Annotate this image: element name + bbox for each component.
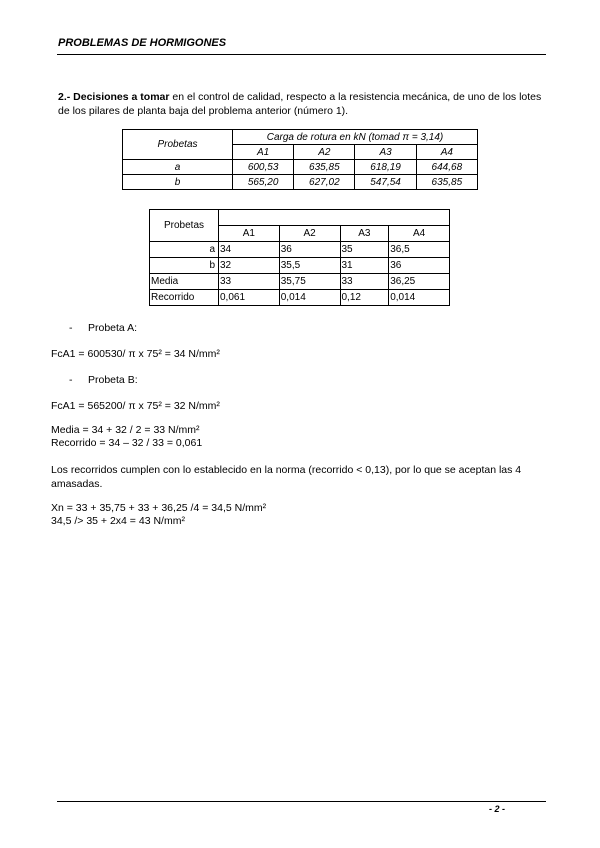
- table-row: [150, 242, 450, 258]
- table-cell: 36: [389, 258, 450, 274]
- table-row: [123, 175, 478, 190]
- table-cell: 627,02: [294, 175, 355, 190]
- formula-probeta-b: FcA1 = 565200/ π x 75² = 32 N/mm²: [51, 400, 220, 412]
- header-rule: [57, 54, 546, 55]
- breaking-load-table: [122, 129, 478, 190]
- t1-group-header: Carga de rotura en kN (tomad π = 3,14): [233, 130, 478, 145]
- table-cell: 635,85: [294, 160, 355, 175]
- conclusion-paragraph: Los recorridos cumplen con lo establecido en la norma (recorrido < 0,13), por lo que se aceptan las 4 amasadas.: [51, 464, 522, 490]
- bullet-probeta-b: Probeta B:: [88, 374, 138, 386]
- bullet-dash: -: [69, 322, 73, 334]
- t2-col-a4: A4: [389, 226, 450, 242]
- table-cell: 36,25: [389, 274, 450, 290]
- formula-probeta-a: FcA1 = 600530/ π x 75² = 34 N/mm²: [51, 348, 220, 360]
- recorrido-line: Recorrido = 34 – 32 / 33 = 0,061: [51, 437, 203, 449]
- table-cell: 565,20: [233, 175, 294, 190]
- table-cell: 0,014: [279, 290, 340, 306]
- table-cell: 32: [219, 258, 280, 274]
- xn-line: Xn = 33 + 35,75 + 33 + 36,25 /4 = 34,5 N/mm²: [51, 502, 267, 514]
- t2-row-label: a: [150, 242, 219, 258]
- t2-col-a3: A3: [340, 226, 389, 242]
- bullet-dash: -: [69, 374, 73, 386]
- table-row: [150, 290, 450, 306]
- table-cell: 35: [340, 242, 389, 258]
- t2-col-a2: A2: [279, 226, 340, 242]
- t1-row-header: Probetas: [123, 130, 233, 160]
- problem-number: 2.- Decisiones a tomar: [58, 91, 170, 103]
- t1-row-label: b: [123, 175, 233, 190]
- table-cell: 35,75: [279, 274, 340, 290]
- t1-col-a4: A4: [416, 145, 477, 160]
- page-number: - 2 -: [489, 804, 506, 814]
- bullet-probeta-a: Probeta A:: [88, 322, 138, 334]
- t2-row-label: Media: [150, 274, 219, 290]
- table-cell: 31: [340, 258, 389, 274]
- t2-group-header: [219, 210, 450, 226]
- page-header-title: PROBLEMAS DE HORMIGONES: [58, 37, 227, 49]
- t2-row-label: b: [150, 258, 219, 274]
- check-line: 34,5 /> 35 + 2x4 = 43 N/mm²: [51, 515, 185, 527]
- problem-text: en el control de calidad, respecto a la resistencia mecánica, de uno de los lotes de los pilares de planta baja del problema anterior (número 1).: [58, 91, 542, 117]
- table-cell: 34: [219, 242, 280, 258]
- t1-col-a3: A3: [355, 145, 416, 160]
- table-row: [150, 274, 450, 290]
- table-row: [150, 258, 450, 274]
- t2-row-header: Probetas: [150, 210, 219, 242]
- table-cell: 635,85: [416, 175, 477, 190]
- table-cell: 33: [219, 274, 280, 290]
- table-cell: 0,12: [340, 290, 389, 306]
- t1-col-a2: A2: [294, 145, 355, 160]
- table-cell: 35,5: [279, 258, 340, 274]
- table-cell: 36: [279, 242, 340, 258]
- table-cell: 0,061: [219, 290, 280, 306]
- table-cell: 644,68: [416, 160, 477, 175]
- table-cell: 618,19: [355, 160, 416, 175]
- t1-col-a1: A1: [233, 145, 294, 160]
- t2-col-a1: A1: [219, 226, 280, 242]
- table-cell: 36,5: [389, 242, 450, 258]
- table-cell: 0,014: [389, 290, 450, 306]
- table-row: [123, 160, 478, 175]
- t2-row-label: Recorrido: [150, 290, 219, 306]
- footer-rule: [57, 801, 546, 802]
- table-cell: 600,53: [233, 160, 294, 175]
- media-line: Media = 34 + 32 / 2 = 33 N/mm²: [51, 424, 200, 436]
- t1-row-label: a: [123, 160, 233, 175]
- table-cell: 33: [340, 274, 389, 290]
- strength-table: [149, 209, 450, 306]
- table-cell: 547,54: [355, 175, 416, 190]
- problem-statement: [58, 90, 546, 118]
